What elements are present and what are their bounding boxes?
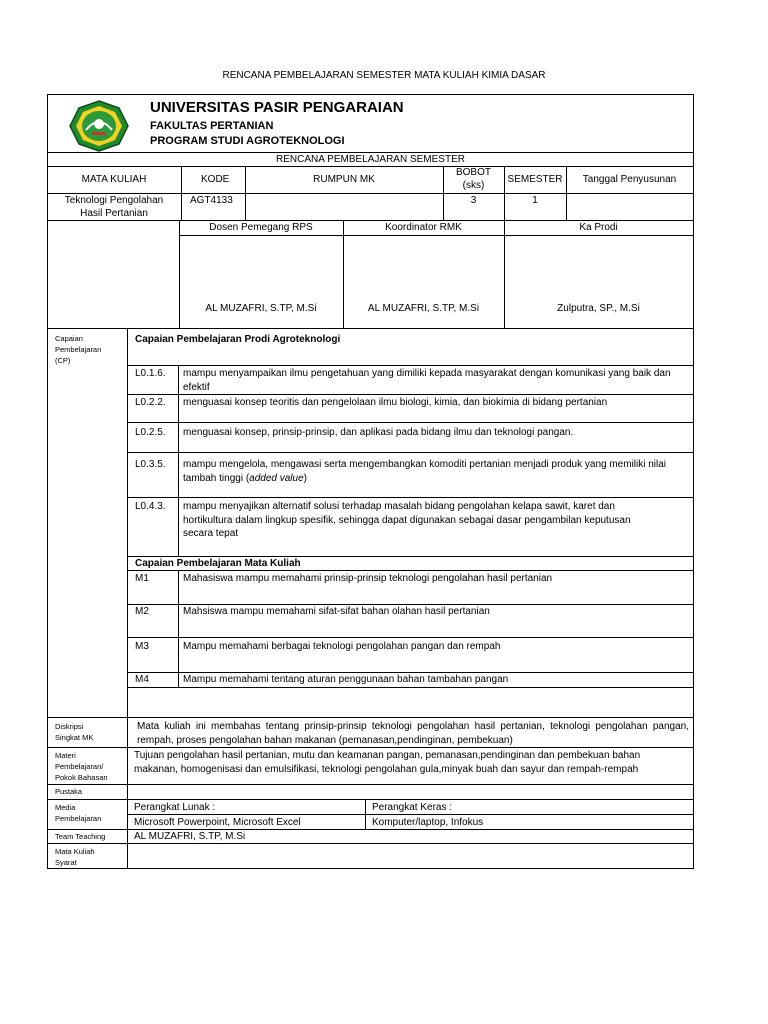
pustaka-label: Pustaka bbox=[55, 787, 83, 796]
cp-prodi-text-part: ) bbox=[303, 472, 307, 484]
divider bbox=[47, 799, 694, 800]
document-title: RENCANA PEMBELAJARAN SEMESTER MATA KULIAH KIMIA DASAR bbox=[222, 70, 546, 81]
dosen-label: Dosen Pemegang RPS bbox=[209, 222, 313, 233]
divider bbox=[127, 365, 694, 366]
kaprodi-name: Zulputra, SP., M.Si bbox=[557, 303, 640, 314]
cp-mk-heading: Capaian Pembelajaran Mata Kuliah bbox=[135, 558, 301, 569]
course-name: Teknologi Pengolahan bbox=[64, 195, 164, 206]
col-rumpun-header: RUMPUN MK bbox=[313, 174, 375, 185]
divider bbox=[504, 166, 505, 221]
deskripsi-label: Diskripsi bbox=[55, 722, 84, 731]
divider bbox=[47, 166, 694, 167]
cp-prodi-text-part: mampu mengelola, mengawasi serta mengembangkan komoditi pertanian menjadi produk yang memiliki nilai tambah tinggi ( bbox=[183, 459, 667, 484]
divider bbox=[127, 328, 128, 868]
dosen-name: AL MUZAFRI, S.TP, M.Si bbox=[205, 303, 317, 314]
course-code: AGT4133 bbox=[190, 195, 233, 206]
university-logo bbox=[68, 100, 130, 152]
syarat-label-line2: Syarat bbox=[55, 858, 77, 867]
university-logo-icon bbox=[68, 100, 130, 152]
deskripsi-text: Mata kuliah ini membahas tentang prinsip-prinsip teknologi pengolahan hasil pertanian, teknologi pengolahan pangan, rempah, proses pengolahan bahan makanan (pemanasan,pendinginan, pembekuan) bbox=[137, 721, 689, 746]
col-mata-kuliah-header: MATA KULIAH bbox=[81, 174, 147, 185]
divider bbox=[47, 747, 694, 748]
cp-prodi-heading: Capaian Pembelajaran Prodi Agroteknologi bbox=[135, 334, 341, 345]
divider bbox=[127, 452, 694, 453]
cp-mk-code: M3 bbox=[135, 641, 149, 652]
cp-mk-text: Mahasiswa mampu memahami prinsip-prinsip teknologi pengolahan hasil pertanian bbox=[183, 573, 553, 584]
border-top bbox=[47, 94, 694, 95]
cp-prodi-code: L0.2.5. bbox=[135, 427, 166, 438]
added-value-term: added value bbox=[249, 472, 304, 484]
col-tanggal-header: Tanggal Penyusunan bbox=[582, 174, 677, 185]
team-teaching-label: Team Teaching bbox=[55, 832, 106, 841]
course-name-line2: Hasil Pertanian bbox=[80, 208, 148, 219]
cp-prodi-code: L0.3.5. bbox=[135, 459, 166, 470]
deskripsi-label-line2: Singkat MK bbox=[55, 733, 94, 742]
cp-prodi-code: L0.4.3. bbox=[135, 501, 166, 512]
col-bobot-sub-header: (sks) bbox=[462, 180, 485, 191]
cp-prodi-code: L0.2.2. bbox=[135, 397, 166, 408]
perangkat-keras-value: Komputer/laptop, Infokus bbox=[372, 817, 484, 828]
divider bbox=[47, 784, 694, 785]
divider bbox=[127, 497, 694, 498]
cp-prodi-text: menguasai konsep, prinsip-prinsip, dan aplikasi pada bidang ilmu dan teknologi pangan. bbox=[183, 427, 574, 438]
media-label: Media bbox=[55, 803, 76, 812]
cp-mk-text: Mampu memahami tentang aturan penggunaan bahan tambahan pangan bbox=[183, 674, 509, 685]
course-bobot: 3 bbox=[470, 195, 477, 206]
program-name: PROGRAM STUDI AGROTEKNOLOGI bbox=[150, 135, 345, 147]
cp-prodi-text bbox=[183, 458, 688, 485]
divider bbox=[47, 328, 694, 329]
koordinator-name: AL MUZAFRI, S.TP, M.Si bbox=[367, 303, 480, 314]
col-kode-header: KODE bbox=[201, 174, 230, 185]
materi-text: Tujuan pengolahan hasil pertanian, mutu dan keamanan pangan, pemanasan,pendinginan dan pembekuan bahan makanan, homogenisasi dan emulsifikasi, teknologi pengolahan gula,minyak buah dan sayur dan rempah-rempah bbox=[134, 750, 641, 775]
cp-prodi-text: menguasai konsep teoritis dan pengelolaan ilmu biologi, kimia, dan biokimia di bidang pertanian bbox=[183, 397, 608, 408]
divider bbox=[181, 166, 182, 221]
divider bbox=[127, 637, 694, 638]
cp-mk-code: M4 bbox=[135, 674, 149, 685]
divider bbox=[443, 166, 444, 221]
divider bbox=[245, 166, 246, 221]
divider bbox=[127, 570, 694, 571]
divider bbox=[178, 570, 179, 687]
divider bbox=[47, 717, 694, 718]
divider bbox=[566, 166, 567, 221]
materi-label-line2: Pembelajaran/ bbox=[55, 762, 104, 771]
cp-prodi-text: mampu menyajikan alternatif solusi terhadap masalah bidang pengolahan kelapa sawit, karet dan hortikultura dalam lingkup spesifik, sehingga dapat digunakan sebagai dasar pengambilan keputusan secara tepat bbox=[183, 501, 631, 539]
cp-label: Capaian bbox=[55, 334, 83, 343]
divider bbox=[127, 814, 694, 815]
divider bbox=[47, 843, 694, 844]
perangkat-lunak-label: Perangkat Lunak : bbox=[134, 802, 216, 813]
border-bottom bbox=[47, 868, 694, 869]
materi-label-line3: Pokok Bahasan bbox=[55, 773, 108, 782]
cp-label-line2: Pembelajaran bbox=[55, 345, 102, 354]
course-semester: 1 bbox=[532, 195, 538, 206]
perangkat-keras-label: Perangkat Keras : bbox=[372, 802, 453, 813]
cp-mk-code: M2 bbox=[135, 606, 149, 617]
cp-mk-text: Mampu memahami berbagai teknologi pengolahan pangan dan rempah bbox=[183, 641, 501, 652]
perangkat-lunak-value: Microsoft Powerpoint, Microsoft Excel bbox=[134, 817, 301, 828]
cp-label-line3: (CP) bbox=[55, 356, 71, 365]
cp-prodi-text: mampu menyampaikan ilmu pengetahuan yang dimiliki kepada masyarakat dengan komunikasi yang baik dan efektif bbox=[183, 368, 671, 393]
col-semester-header: SEMESTER bbox=[507, 174, 563, 185]
divider bbox=[127, 687, 694, 688]
koordinator-label: Koordinator RMK bbox=[385, 222, 462, 233]
cp-mk-code: M1 bbox=[135, 573, 149, 584]
divider bbox=[127, 394, 694, 395]
faculty-name: FAKULTAS PERTANIAN bbox=[150, 120, 274, 132]
syarat-label: Mata Kuliah bbox=[55, 847, 95, 856]
cp-prodi-code: L0.1.6. bbox=[135, 368, 166, 379]
cp-mk-text: Mahsiswa mampu memahami sifat-sifat bahan olahan hasil pertanian bbox=[183, 606, 490, 617]
divider bbox=[179, 235, 694, 236]
divider bbox=[127, 422, 694, 423]
border-right bbox=[693, 94, 694, 869]
kaprodi-label: Ka Prodi bbox=[579, 222, 618, 233]
materi-label: Materi bbox=[55, 751, 76, 760]
rps-title: RENCANA PEMBELAJARAN SEMESTER bbox=[276, 154, 465, 165]
col-bobot-header: BOBOT bbox=[455, 167, 491, 178]
university-name: UNIVERSITAS PASIR PENGARAIAN bbox=[150, 99, 404, 116]
team-teaching-value: AL MUZAFRI, S.TP, M.Si bbox=[134, 831, 246, 842]
media-label-line2: Pembelajaran bbox=[55, 814, 102, 823]
